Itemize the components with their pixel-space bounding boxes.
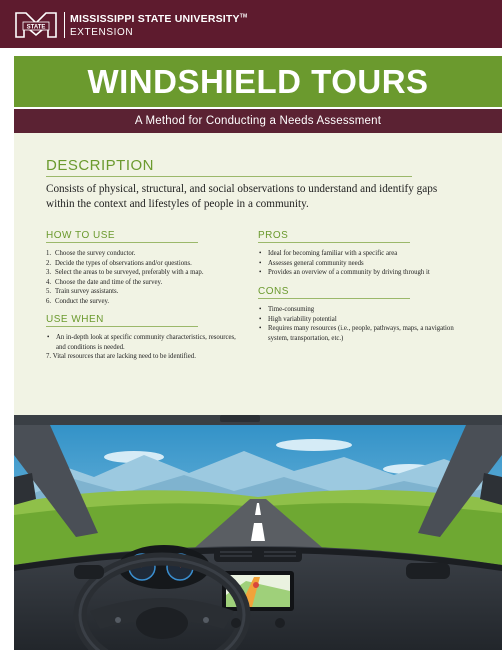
use-when-list xyxy=(46,333,246,352)
list-item: 1. Choose the survey conductor. xyxy=(46,250,136,257)
cons-list xyxy=(258,305,458,343)
description-rule xyxy=(46,176,412,177)
list-item: 3. Select the areas to be surveyed, preferably with a map. xyxy=(46,269,204,277)
control-knob xyxy=(231,618,241,628)
use-when-item-numbered: 7. Vital resources that are lacking need to be identified. xyxy=(46,353,196,360)
how-to-use-heading: HOW TO USE xyxy=(46,230,116,241)
how-to-use-rule xyxy=(46,242,198,243)
pros-rule xyxy=(258,242,410,243)
left-vent xyxy=(74,565,104,579)
use-when-heading: USE WHEN xyxy=(46,314,104,325)
division-name: EXTENSION xyxy=(70,27,134,38)
description-text: Consists of physical, structural, and social observations to understand and identify gaps within the context and lifestyles of people in a community. xyxy=(46,183,438,210)
list-item: • Requires many resources (i.e., people, pathways, maps, a navigation system, transportation, etc.) xyxy=(258,324,458,343)
list-item: 2. Decide the types of observations and/or questions. xyxy=(46,259,192,267)
windshield-illustration xyxy=(14,415,502,650)
list-item: 4. Choose the date and time of the survey. xyxy=(46,278,163,286)
control-knob xyxy=(275,618,285,628)
university-name: MISSISSIPPI STATE UNIVERSITY™ xyxy=(70,13,248,25)
map-pin-icon xyxy=(253,582,259,588)
page-subtitle: A Method for Conducting a Needs Assessment xyxy=(134,115,382,127)
rear-view-mirror xyxy=(220,415,260,422)
pros-heading: PROS xyxy=(258,230,289,241)
right-vent xyxy=(406,563,450,579)
list-item: • Time-consuming xyxy=(258,305,458,315)
university-logo xyxy=(14,11,58,39)
list-item: 5. Train survey assistants. xyxy=(46,288,119,296)
description-heading: DESCRIPTION xyxy=(46,157,155,174)
use-when-rule xyxy=(46,326,198,327)
list-item: • Provides an overview of a community by driving through it xyxy=(258,268,478,278)
cons-heading: CONS xyxy=(258,286,289,297)
list-item: • Ideal for becoming familiar with a specific area xyxy=(258,249,478,259)
page-header xyxy=(0,0,502,52)
list-item: 6. Conduct the survey. xyxy=(46,297,110,305)
page-title: WINDSHIELD TOURS xyxy=(87,63,429,100)
list-item: • An in-depth look at specific community characteristics, resources, and conditions is needed. xyxy=(46,333,246,352)
list-item: • High variability potential xyxy=(258,315,458,325)
svg-text:STATE: STATE xyxy=(26,24,46,31)
logo-divider xyxy=(64,12,65,38)
list-item: • Assesses general community needs xyxy=(258,259,478,269)
pros-list xyxy=(258,249,478,278)
center-vents xyxy=(214,548,302,562)
how-to-use-list xyxy=(46,249,256,307)
cons-rule xyxy=(258,298,410,299)
